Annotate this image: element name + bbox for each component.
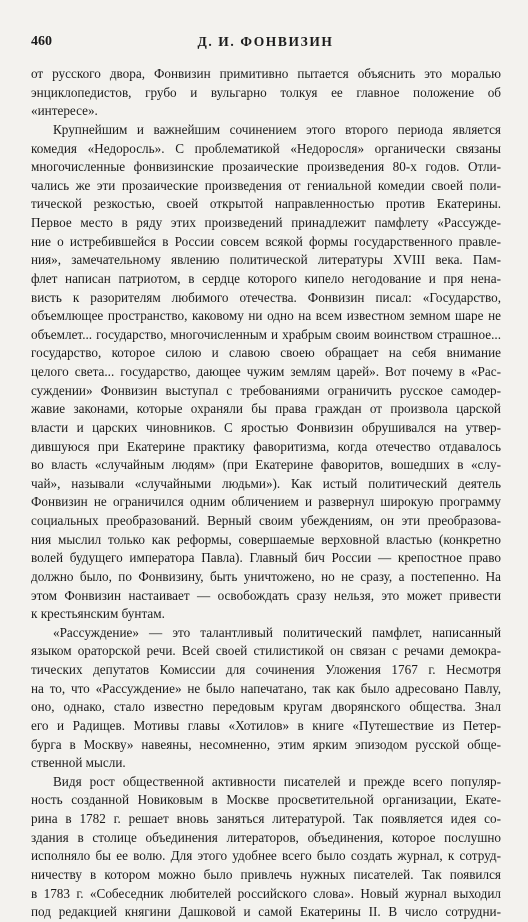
text-line: языком ораторской речи. Всей своей стилистикой он связан с речами демокра- xyxy=(31,643,501,659)
text-line: ния мыслил только как реформы, совершаемые верховной властью (конкретно xyxy=(31,531,501,547)
text-line: государство, которое силою и славою своею обращает на себя внимание xyxy=(31,345,501,361)
text-line: суждении» Фонвизин выступал с требованиями ограничить русское самодер- xyxy=(31,382,501,398)
text-line: жавие законами, которые охраняли бы права граждан от произвола царской xyxy=(31,401,501,417)
text-line: многочисленные фонвизинские прозаические произведения 80-х годов. Отли- xyxy=(31,159,501,175)
text-line: его и Радищев. Мотивы главы «Хотилов» в книге «Путешествие из Петер- xyxy=(31,717,501,733)
text-line: Крупнейшим и важнейшим сочинением этого второго периода является xyxy=(53,121,501,137)
text-line: во власть «случайным людям» (при Екатерине фаворитов, вошедших в «слу- xyxy=(31,457,501,473)
text-line: к крестьянским бунтам. xyxy=(31,606,165,622)
text-line: энциклопедистов, грубо и вульгарно толкуя ее главное положение об xyxy=(31,84,501,100)
text-line: должно было, по Фонвизину, быть уничтожено, но не сразу, а постепенно. На xyxy=(31,568,501,584)
text-line: объемлющее пространство, каковому ни одно на всем известном земном шаре не xyxy=(31,308,501,324)
text-line: рина в 1782 г. решает вновь заняться литературой. Так появляется идея со- xyxy=(31,811,501,826)
text-line: ственной мысли. xyxy=(31,755,126,771)
text-line: висть к разорителям любимого отечества. Фонвизин писал: «Государство, xyxy=(31,289,501,305)
text-line: этом Фонвизин настаивает — освобождать сразу нельзя, это может привести xyxy=(31,587,501,603)
text-line: тической резкостью, своей открытой направленностью против Екатерины. xyxy=(31,196,501,212)
text-line: флет написан патриотом, в сердце которого кипело негодование и пря нена- xyxy=(31,270,501,286)
body-text xyxy=(31,65,501,922)
text-line: под редакцией княгини Дашковой и самой Екатерины II. В число сотрудни- xyxy=(31,904,501,920)
text-line: власти и царских чиновников. С яростью Фонвизин обрушивался на утвер- xyxy=(31,419,501,435)
text-line: оно, однако, стало известно передовым кругам дворянского общества. Знал xyxy=(31,699,501,715)
text-line: дившуюся при Екатерине практику фаворитизма, когда отечество отдавалось xyxy=(31,438,501,454)
text-line: от русского двора, Фонвизин примитивно пытается объяснить это моралью xyxy=(31,66,501,81)
text-line: чай», называли «случайными людьми»). Как истый политический деятель xyxy=(31,475,501,491)
text-line: комедия «Недоросль». С проблематикой «Недоросля» органически связаны xyxy=(31,140,501,156)
text-line: Видя рост общественной активности писателей и прежде всего популяр- xyxy=(53,773,501,789)
page-number: 460 xyxy=(31,34,52,49)
text-line: ность созданной Новиковым в Москве просветительной организации, Екате- xyxy=(31,792,501,808)
text-line: исполняло бы ее волю. Для этого удобнее всего было создать журнал, к сотруд- xyxy=(31,848,501,864)
text-line: Первое место в ряду этих произведений принадлежит памфлету «Рассужде- xyxy=(31,215,501,230)
text-line: ние о истребившейся в России совсем всякой формы государственного правле- xyxy=(31,233,501,249)
text-line: здания в столице объединения литераторов, объединения, которое послушно xyxy=(31,829,501,845)
text-line: объемлет... государство, многочисленным и храбрым своим воинством страшное... xyxy=(31,326,501,342)
text-line: «Рассуждение» — это талантливый политический памфлет, написанный xyxy=(53,624,501,640)
text-line: волей будущего императора Павла). Главный бич России — крепостное право xyxy=(31,550,501,566)
running-title: Д. И. ФОНВИЗИН xyxy=(197,34,334,49)
text-line: социальных преобразований. Верный своим убеждениям, он эти преобразова- xyxy=(31,513,501,528)
text-line: на то, что «Рассуждение» не было напечатано, так как было адресовано Павлу, xyxy=(31,680,501,696)
text-line: целого света... государство, дающее чужим землям царей». Вот почему в «Рас- xyxy=(31,364,501,379)
text-line: Фонвизин не ограничился одним обличением и развернул широкую программу xyxy=(31,494,501,510)
text-line: бурга в Москву» навеяны, несомненно, этим ярким эпизодом русской обще- xyxy=(31,736,501,752)
text-line: ничеству в котором можно было привлечь нужных писателей. Так появился xyxy=(31,866,501,882)
text-line: чались же эти прозаические произведения от гениальной комедии своей поли- xyxy=(31,177,501,193)
text-line: в 1783 г. «Собеседник любителей российского слова». Новый журнал выходил xyxy=(31,885,501,901)
text-line: ния», замечательному явлению политической литературы XVIII века. Пам- xyxy=(31,252,501,268)
page-header xyxy=(31,34,500,56)
text-line: тических депутатов Комиссии для сочинения Уложения 1767 г. Несмотря xyxy=(31,662,501,677)
text-line: «интересе». xyxy=(31,103,98,119)
